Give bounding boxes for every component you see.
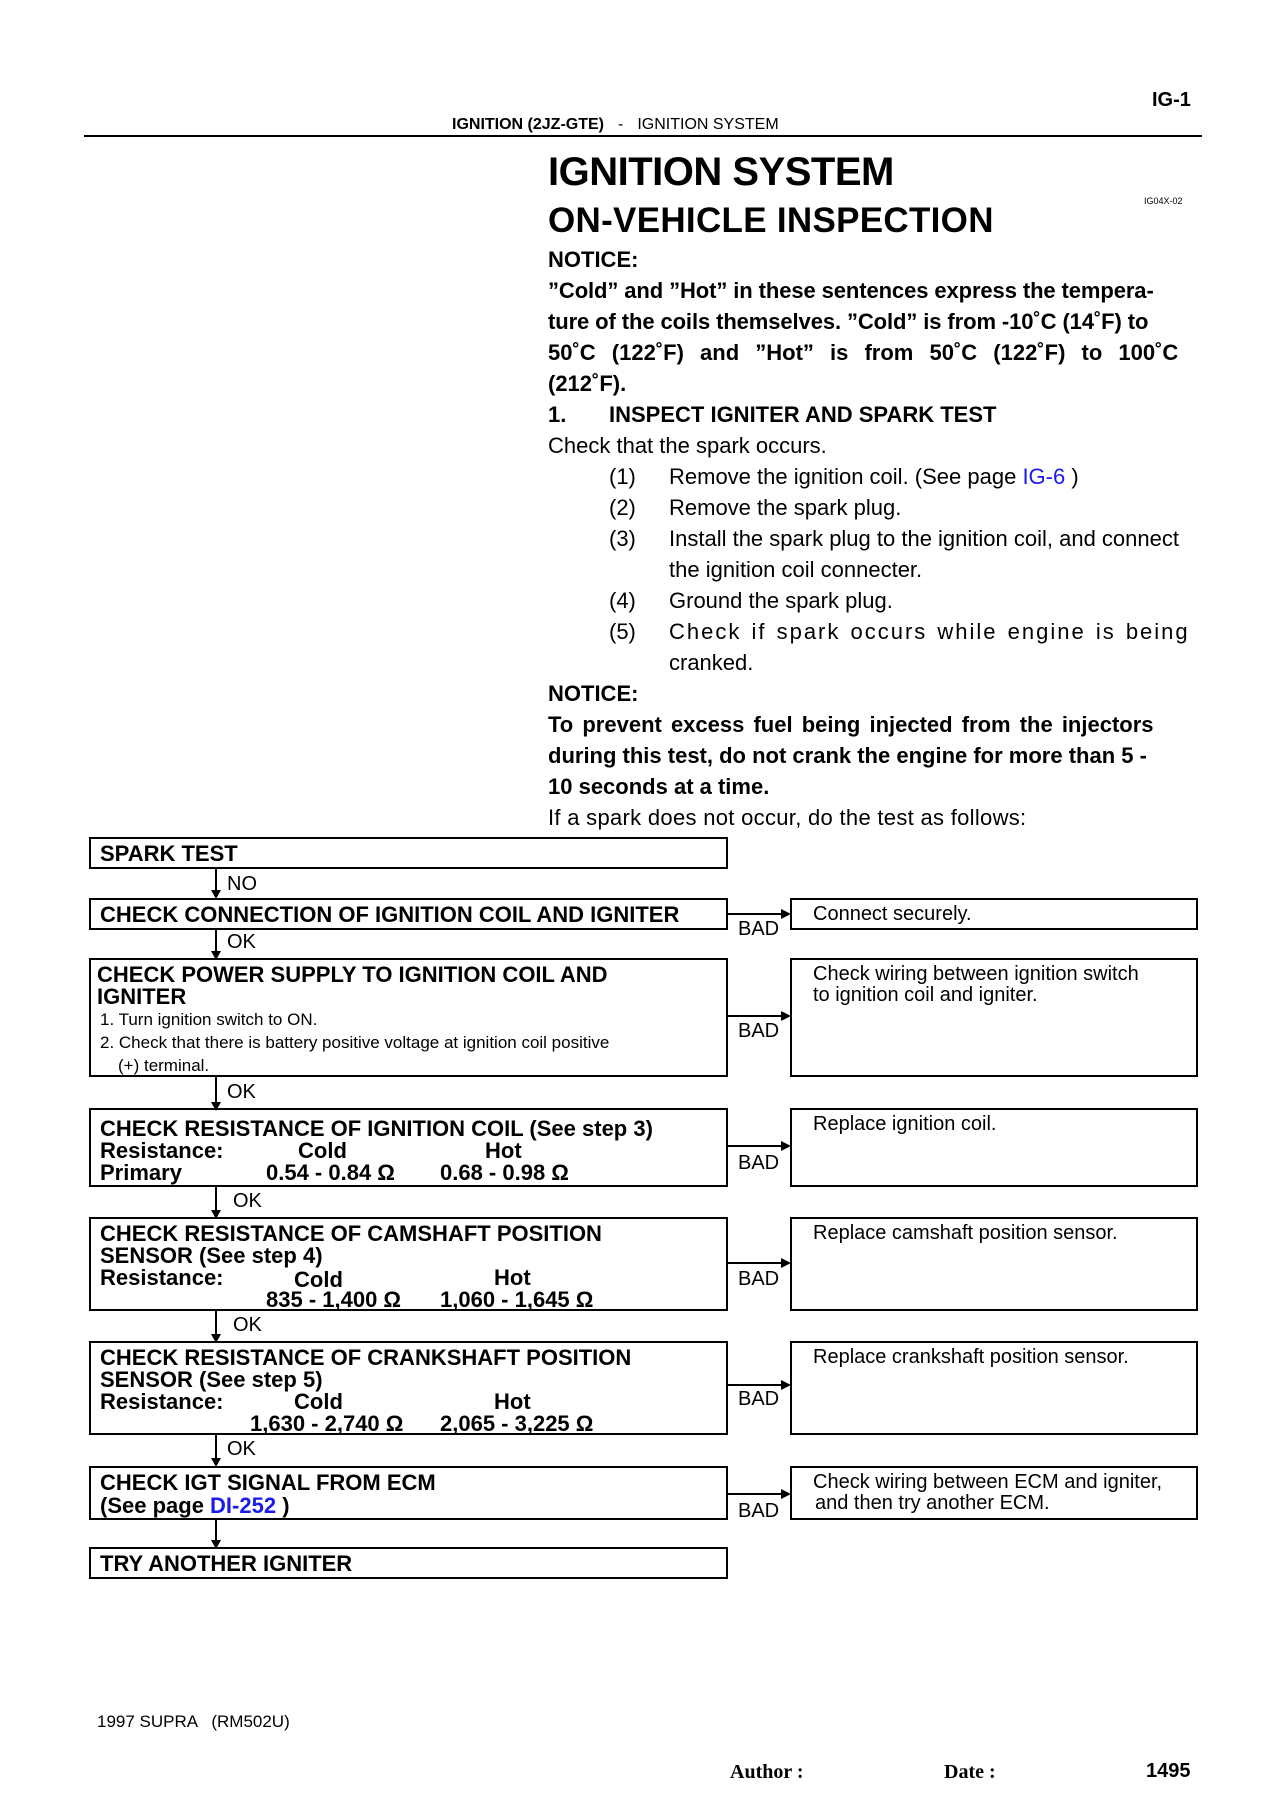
box4-result: Replace camshaft position sensor. (813, 1222, 1118, 1244)
bad-label: BAD (738, 1268, 780, 1290)
box3-primary: Primary (100, 1160, 182, 1185)
substep-2-number: (2) (609, 495, 636, 520)
header-rule (84, 135, 1202, 137)
page-title: IGNITION SYSTEM (548, 150, 894, 194)
notice1-line2: ture of the coils themselves. ”Cold” is from -10˚C (14˚F) to (548, 309, 1149, 334)
notice1-label: NOTICE: (548, 247, 639, 272)
box4-cold-value: 835 - 1,400 Ω (266, 1287, 402, 1312)
box2-sub1: 1. Turn ignition switch to ON. (100, 1010, 318, 1029)
footer-author: Author : (730, 1761, 804, 1783)
box4-cold: Cold (294, 1267, 343, 1292)
result-box-6 (790, 1466, 1198, 1520)
notice2-line2: during this test, do not crank the engine for more than 5 - (548, 743, 1147, 768)
box4-hot: Hot (494, 1265, 531, 1290)
flow-box-try-igniter (89, 1547, 728, 1579)
ok-label: OK (233, 1190, 262, 1212)
header-separator: - (618, 116, 624, 133)
bad-label: BAD (738, 1500, 780, 1522)
after-notice: If a spark does not occur, do the test as follows: (548, 805, 1027, 830)
box4-title-line2: SENSOR (See step 4) (100, 1243, 323, 1268)
box5-cold-value: 1,630 - 2,740 Ω (250, 1411, 404, 1436)
substep-1-text: Remove the ignition coil. (See page (669, 464, 1023, 489)
box2-sub2: 2. Check that there is battery positive voltage at ignition coil positive (100, 1033, 610, 1052)
flow-connector (728, 1145, 782, 1147)
notice2-line3: 10 seconds at a time. (548, 774, 770, 799)
substep-5-line1: Check if spark occurs while engine is being (669, 619, 1190, 644)
result-box-3 (790, 1108, 1198, 1187)
box3-hot-value: 0.68 - 0.98 Ω (440, 1160, 569, 1185)
box6-result-line1: Check wiring between ECM and igniter, (813, 1471, 1163, 1493)
box4-title-line1: CHECK RESISTANCE OF CAMSHAFT POSITION (100, 1221, 602, 1246)
flow-box-crankshaft-sensor (89, 1341, 728, 1435)
bad-label: BAD (738, 1152, 780, 1174)
flow-connector (728, 1262, 782, 1264)
substep-3-line2: the ignition coil connecter. (669, 557, 923, 582)
substep-1 (669, 461, 1202, 492)
box3-resistance: Resistance: (100, 1138, 224, 1163)
page-code: IG-1 (1152, 89, 1191, 111)
substep-3-number: (3) (609, 526, 636, 551)
substep-4-text: Ground the spark plug. (669, 588, 893, 613)
flow-connector (728, 1015, 782, 1017)
ok-label: OK (227, 1438, 256, 1460)
step1-heading: INSPECT IGNITER AND SPARK TEST (609, 402, 997, 427)
box3-title: CHECK RESISTANCE OF IGNITION COIL (See step 3) (100, 1116, 653, 1141)
box2-title-line1: CHECK POWER SUPPLY TO IGNITION COIL AND (97, 962, 608, 987)
box5-hot: Hot (494, 1389, 531, 1414)
flow-connector (215, 869, 217, 892)
box3-result: Replace ignition coil. (813, 1113, 997, 1135)
result-box-4 (790, 1217, 1198, 1311)
box5-title-line1: CHECK RESISTANCE OF CRANKSHAFT POSITION (100, 1345, 632, 1370)
notice1-line1: ”Cold” and ”Hot” in these sentences express the tempera- (548, 278, 1154, 303)
substep-3-line1: Install the spark plug to the ignition coil, and connect (669, 526, 1179, 551)
header-section: IGNITION (2JZ-GTE) (452, 116, 604, 133)
notice2-line1: To prevent excess fuel being injected from the injectors (548, 712, 1154, 737)
box5-hot-value: 2,065 - 3,225 Ω (440, 1411, 594, 1436)
box6-see-prefix: (See page (100, 1493, 211, 1518)
bad-label: BAD (738, 1388, 780, 1410)
flow-connector (728, 913, 782, 915)
header-subsection: IGNITION SYSTEM (637, 116, 779, 133)
bad-label: BAD (738, 1020, 780, 1042)
box5-title-line2: SENSOR (See step 5) (100, 1367, 323, 1392)
substep-2-text: Remove the spark plug. (669, 495, 902, 520)
box5-cold: Cold (294, 1389, 343, 1414)
footer-model: 1997 SUPRA (RM502U) (97, 1712, 290, 1731)
box7-title: TRY ANOTHER IGNITER (100, 1551, 353, 1576)
flow-box-igt-signal (89, 1466, 728, 1520)
link-di-252[interactable]: DI-252 (210, 1493, 277, 1518)
substep-4-number: (4) (609, 588, 636, 613)
box3-cold: Cold (298, 1138, 347, 1163)
box1-title: CHECK CONNECTION OF IGNITION COIL AND IGNITER (100, 902, 680, 927)
substep-1-after: ) (1065, 464, 1079, 489)
box2-result-line2: to ignition coil and igniter. (813, 984, 1038, 1006)
link-ig-6[interactable]: IG-6 (1022, 464, 1066, 489)
footer-page-number: 1495 (1146, 1760, 1191, 1782)
box6-see-suffix: ) (276, 1493, 290, 1518)
box5-resistance: Resistance: (100, 1389, 224, 1414)
running-header (452, 116, 779, 134)
flow-connector (728, 1493, 782, 1495)
notice1-line4: (212˚F). (548, 371, 627, 396)
box6-title: CHECK IGT SIGNAL FROM ECM (100, 1470, 436, 1495)
spark-test-title: SPARK TEST (100, 841, 238, 866)
box2-title-line2: IGNITER (97, 984, 187, 1009)
step1-intro: Check that the spark occurs. (548, 433, 827, 458)
flow-box-ignition-coil (89, 1108, 728, 1187)
substep-1-number: (1) (609, 464, 636, 489)
box1-result: Connect securely. (813, 903, 972, 925)
box3-hot: Hot (485, 1138, 522, 1163)
notice2-label: NOTICE: (548, 681, 639, 706)
no-label: NO (227, 873, 257, 895)
substep-5-number: (5) (609, 619, 636, 644)
flow-connector (728, 1384, 782, 1386)
flow-connector (215, 930, 217, 953)
flow-box-power-supply (89, 958, 728, 1077)
footer-date: Date : (944, 1761, 996, 1783)
notice1-line3: 50˚C (122˚F) and ”Hot” is from 50˚C (122˚F) to 100˚C (548, 340, 1179, 365)
ok-label: OK (233, 1314, 262, 1336)
page-subtitle: ON-VEHICLE INSPECTION (548, 201, 994, 240)
box4-resistance: Resistance: (100, 1265, 224, 1290)
doc-code: IG04X-02 (1144, 196, 1183, 206)
ok-label: OK (227, 931, 256, 953)
result-box-5 (790, 1341, 1198, 1435)
box2-sub3: (+) terminal. (118, 1056, 210, 1075)
flow-box-camshaft-sensor (89, 1217, 728, 1311)
ok-label: OK (227, 1081, 256, 1103)
box3-cold-value: 0.54 - 0.84 Ω (266, 1160, 395, 1185)
flow-box-check-connection (89, 898, 728, 930)
box6-result-line2: and then try another ECM. (815, 1492, 1050, 1514)
result-box-1 (790, 898, 1198, 930)
box5-result: Replace crankshaft position sensor. (813, 1346, 1129, 1368)
box4-hot-value: 1,060 - 1,645 Ω (440, 1287, 594, 1312)
result-box-2 (790, 958, 1198, 1077)
bad-label: BAD (738, 918, 780, 940)
box6-see-page (100, 1493, 290, 1519)
flow-box-spark-test (89, 837, 728, 869)
step1-number: 1. (548, 402, 567, 427)
substep-5-line2: cranked. (669, 650, 754, 675)
box2-result-line1: Check wiring between ignition switch (813, 963, 1139, 985)
